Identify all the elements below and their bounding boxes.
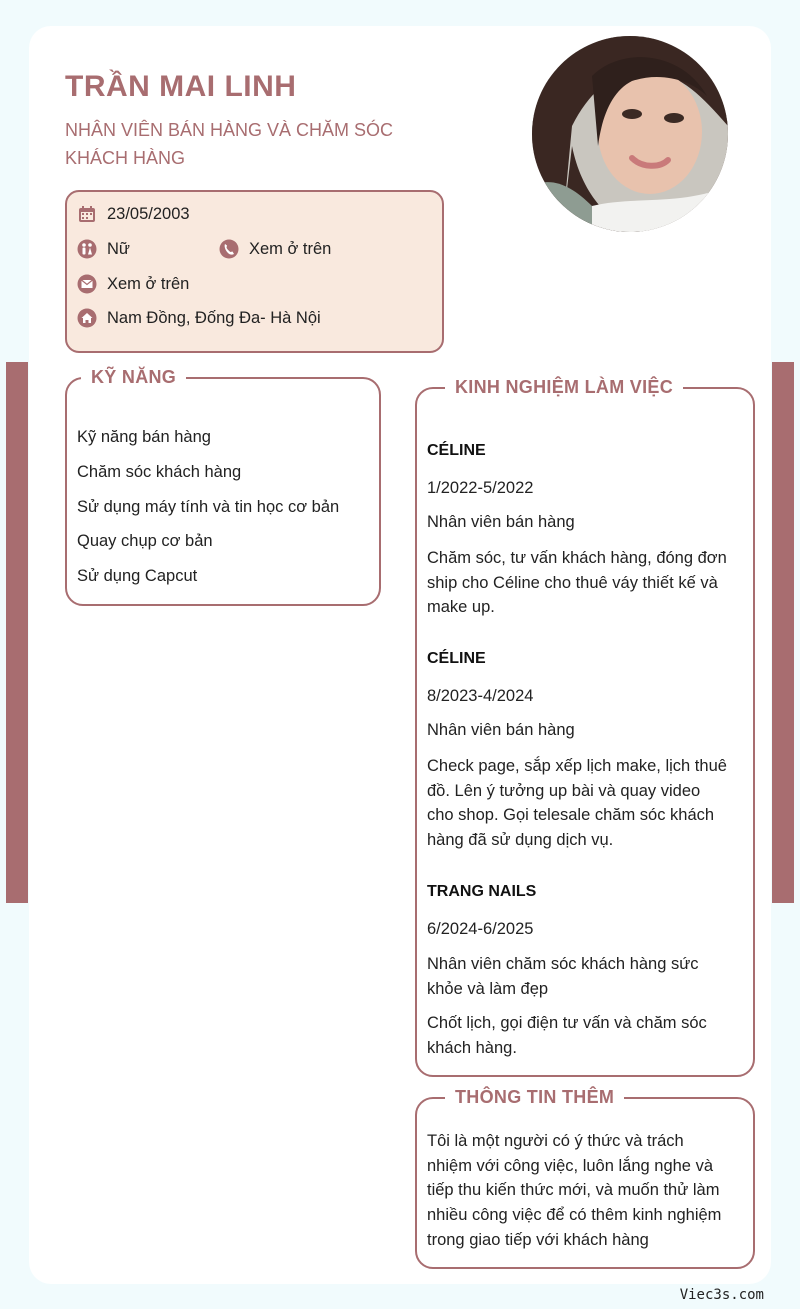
experience-position: Nhân viên chăm sóc khách hàng sức khỏe và làm đẹp bbox=[427, 955, 699, 998]
skill-item: Kỹ năng bán hàng bbox=[77, 428, 211, 446]
calendar-icon bbox=[77, 204, 97, 224]
phone-value: Xem ở trên bbox=[249, 239, 332, 258]
job-title: NHÂN VIÊN BÁN HÀNG VÀ CHĂM SÓC KHÁCH HÀNG bbox=[65, 120, 394, 168]
birthday-row bbox=[77, 204, 190, 224]
right-accent-bar bbox=[772, 362, 794, 903]
more-info-text: Tôi là một người có ý thức và trách nhiệm với công việc, luôn lắng nghe và tiếp thu kiến thức mới, và muốn thử làm nhiều công việc để có thêm kinh nghiệm trong giao tiếp với khách hàng bbox=[427, 1132, 722, 1249]
candidate-name: TRẦN MAI LINH bbox=[65, 70, 297, 103]
experience-company: CÉLINE bbox=[427, 442, 486, 459]
experience-position: Nhân viên bán hàng bbox=[427, 721, 575, 739]
watermark: Viec3s.com bbox=[679, 1287, 764, 1303]
contact-info-box bbox=[65, 190, 444, 353]
experience-company: TRANG NAILS bbox=[427, 883, 537, 900]
email-icon bbox=[77, 274, 97, 294]
gender-icon bbox=[77, 239, 97, 259]
experience-period: 6/2024-6/2025 bbox=[427, 920, 534, 938]
email-value: Xem ở trên bbox=[107, 274, 190, 293]
avatar-photo bbox=[532, 36, 728, 232]
skills-section bbox=[65, 367, 381, 606]
skill-item: Quay chụp cơ bản bbox=[77, 532, 213, 550]
more-info-title: THÔNG TIN THÊM bbox=[445, 1087, 624, 1108]
phone-icon bbox=[219, 239, 239, 259]
experience-position: Nhân viên bán hàng bbox=[427, 513, 575, 531]
experience-period: 8/2023-4/2024 bbox=[427, 687, 534, 705]
experience-description: Chốt lịch, gọi điện tư vấn và chăm sóc khách hàng. bbox=[427, 1014, 707, 1057]
left-accent-bar bbox=[6, 362, 28, 903]
address-row bbox=[77, 308, 321, 328]
birthday-value: 23/05/2003 bbox=[107, 204, 190, 223]
phone-row bbox=[219, 239, 331, 259]
experience-section bbox=[415, 377, 755, 1077]
gender-value: Nữ bbox=[107, 239, 130, 258]
home-icon bbox=[77, 308, 97, 328]
email-row bbox=[77, 274, 189, 294]
skills-title: KỸ NĂNG bbox=[81, 367, 186, 388]
experience-company: CÉLINE bbox=[427, 650, 486, 667]
experience-title: KINH NGHIỆM LÀM VIỆC bbox=[445, 377, 683, 398]
skill-item: Sử dụng Capcut bbox=[77, 567, 198, 585]
skill-item: Sử dụng máy tính và tin học cơ bản bbox=[77, 498, 340, 516]
skill-item: Chăm sóc khách hàng bbox=[77, 463, 242, 481]
experience-description: Chăm sóc, tư vấn khách hàng, đóng đơn ship cho Céline cho thuê váy thiết kế và make up. bbox=[427, 549, 727, 617]
address-value: Nam Đồng, Đống Đa- Hà Nội bbox=[107, 308, 321, 327]
experience-period: 1/2022-5/2022 bbox=[427, 479, 534, 497]
avatar bbox=[532, 36, 728, 232]
more-info-section bbox=[415, 1087, 755, 1269]
gender-row bbox=[77, 239, 130, 259]
experience-description: Check page, sắp xếp lịch make, lịch thuê đồ. Lên ý tưởng up bài và quay video cho shop. Gọi telesale chăm sóc khách hàng đã sử dụng dịch vụ. bbox=[427, 757, 727, 850]
